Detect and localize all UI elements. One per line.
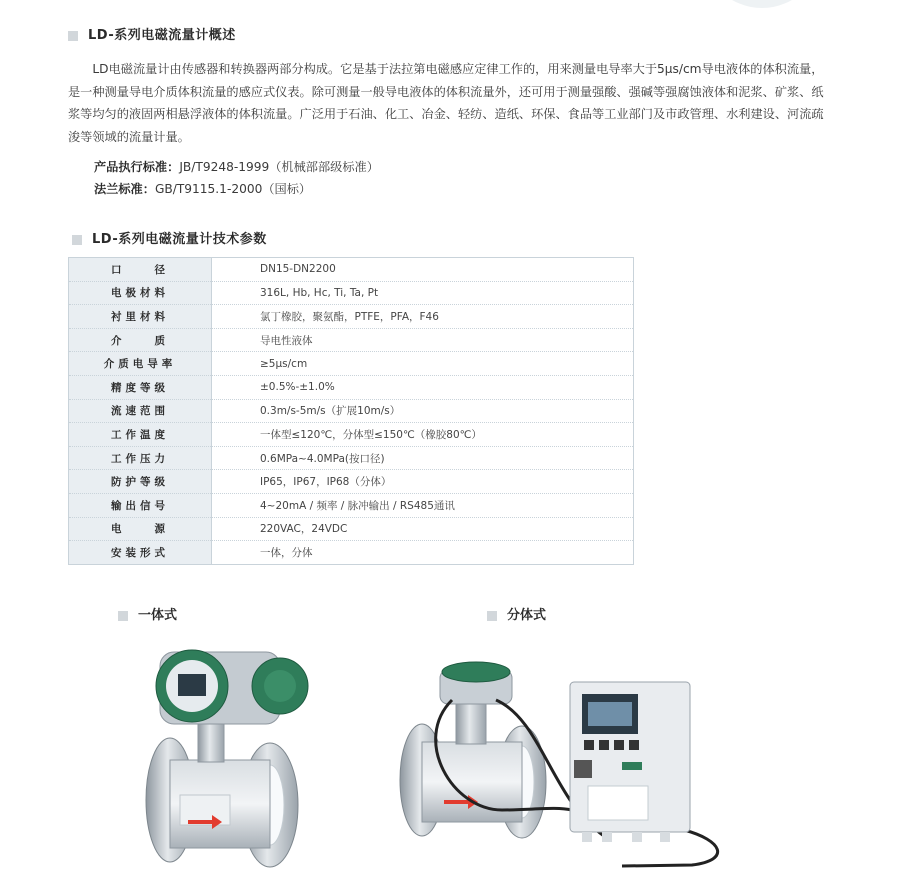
specs-heading — [72, 228, 267, 247]
product-standard-label: 产品执行标准： — [94, 160, 180, 174]
spec-value: IP65，IP67，IP68（分体） — [212, 470, 634, 494]
spec-row — [69, 446, 634, 470]
spec-row — [69, 281, 634, 305]
spec-value: DN15-DN2200 — [212, 258, 634, 282]
spec-value: 0.3m/s-5m/s（扩展10m/s） — [212, 399, 634, 423]
spec-key: 电极材料 — [69, 281, 212, 305]
integral-flowmeter-image — [140, 640, 340, 880]
spec-row — [69, 493, 634, 517]
spec-key: 口 径 — [69, 258, 212, 282]
product-standard — [94, 158, 379, 175]
integral-heading — [118, 604, 177, 623]
spec-row — [69, 375, 634, 399]
spec-key: 衬里材料 — [69, 305, 212, 329]
square-bullet-icon — [68, 31, 78, 41]
spec-value: 4~20mA / 频率 / 脉冲输出 / RS485通讯 — [212, 493, 634, 517]
spec-key: 介 质 — [69, 328, 212, 352]
spec-row — [69, 352, 634, 376]
spec-value: 一体，分体 — [212, 541, 634, 565]
square-bullet-icon — [72, 235, 82, 245]
split-label: 分体式 — [507, 608, 547, 623]
square-bullet-icon — [118, 611, 128, 621]
spec-key: 输出信号 — [69, 493, 212, 517]
specs-table — [68, 257, 634, 565]
spec-key: 工作温度 — [69, 423, 212, 447]
split-flowmeter-image — [392, 660, 752, 870]
overview-title: LD-系列电磁流量计概述 — [88, 28, 236, 43]
spec-value: ±0.5%-±1.0% — [212, 375, 634, 399]
spec-value: 316L, Hb, Hc, Ti, Ta, Pt — [212, 281, 634, 305]
flange-standard-value: GB/T9115.1-2000（国标） — [154, 182, 312, 196]
spec-value: 一体型≤120℃，分体型≤150℃（橡胶80℃） — [212, 423, 634, 447]
spec-row — [69, 470, 634, 494]
overview-paragraph: LD电磁流量计由传感器和转换器两部分构成。它是基于法拉第电磁感应定律工作的，用来测量电导率大于5μs/cm导电液体的体积流量，是一种测量导电介质体积流量的感应式仪表。除可测量一般导电液体的体积流量外，还可用于测量强酸、强碱等强腐蚀液体和泥浆、矿浆、纸浆等均匀的液固两相悬浮液体的体积流量。广泛用于石油、化工、冶金、轻纺、造纸、环保、食品等工业部门及市政管理、水利建设、河流疏浚等领域的流量计量。 — [68, 62, 824, 144]
spec-value: 导电性液体 — [212, 328, 634, 352]
spec-key: 防护等级 — [69, 470, 212, 494]
spec-row — [69, 328, 634, 352]
spec-row — [69, 517, 634, 541]
spec-value: 0.6MPa~4.0MPa(按口径) — [212, 446, 634, 470]
spec-key: 介质电导率 — [69, 352, 212, 376]
spec-key: 安装形式 — [69, 541, 212, 565]
spec-key: 工作压力 — [69, 446, 212, 470]
spec-row — [69, 399, 634, 423]
integral-label: 一体式 — [138, 608, 178, 623]
product-standard-value: JB/T9248-1999（机械部部级标准） — [179, 160, 379, 174]
spec-row — [69, 258, 634, 282]
specs-title: LD-系列电磁流量计技术参数 — [92, 232, 267, 247]
spec-row — [69, 541, 634, 565]
spec-value: 220VAC，24VDC — [212, 517, 634, 541]
spec-key: 流速范围 — [69, 399, 212, 423]
spec-value: ≥5μs/cm — [212, 352, 634, 376]
spec-key: 精度等级 — [69, 375, 212, 399]
spec-value: 氯丁橡胶，聚氨酯，PTFE，PFA，F46 — [212, 305, 634, 329]
split-heading — [487, 604, 546, 623]
square-bullet-icon — [487, 611, 497, 621]
spec-key: 电 源 — [69, 517, 212, 541]
flange-standard-label: 法兰标准： — [94, 182, 155, 196]
overview-heading — [68, 24, 236, 43]
decorative-corner-shape — [702, 0, 822, 8]
spec-row — [69, 423, 634, 447]
flange-standard — [94, 180, 311, 197]
spec-row — [69, 305, 634, 329]
